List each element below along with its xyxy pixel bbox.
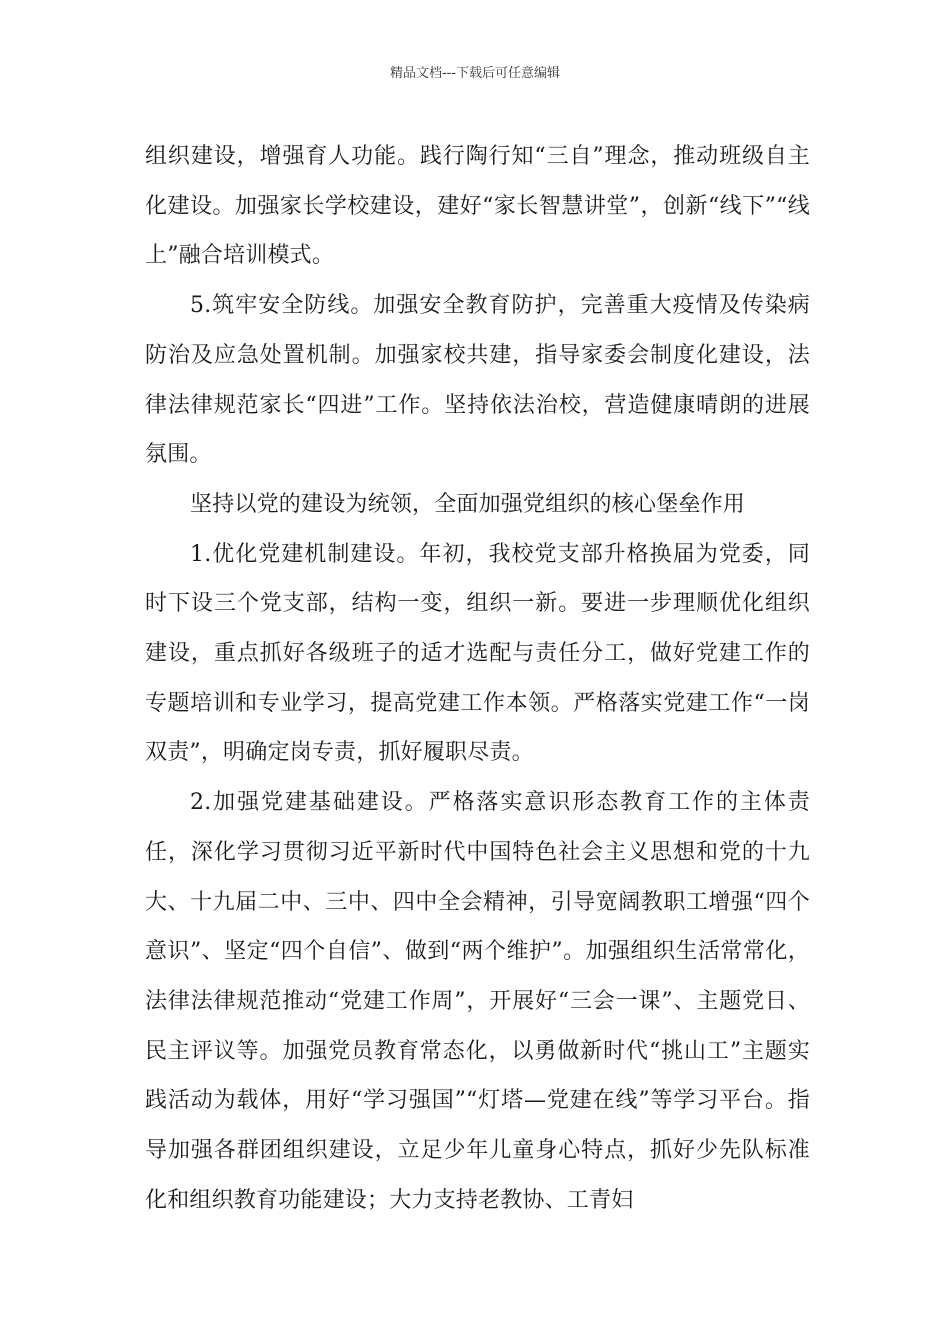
section-heading: 坚持以党的建设为统领，全面加强党组织的核心堡垒作用 — [190, 491, 746, 517]
paragraph-foundation: 2.加强党建基础建设。严格落实意识形态教育工作的主体责任，深化学习贯彻习近平新时代中国特色社会主义思想和党的十九大、十九届二中、三中、四中全会精神，引导宽阔教职工增强“四个意识”、坚定“四个自信”、做到“两个维护”。加强组织生活常常化，法律法律规范推动“党建工作周”，开展好“三会一课”、主题党日、民主评议等。加强党员教育常态化，以勇做新时代“挑山工”主题实践活动为载体，用好“学习强国”“灯塔—党建在线”等学习平台。指导加强各群团组织建设，立足少年儿童身心特点，抓好少先队标准化和组织教育功能建设；大力支持老教协、工青妇 — [145, 790, 810, 1213]
page-header: 精品文档---下载后可任意编辑 — [389, 66, 561, 81]
paragraph-continuation: 组织建设，增强育人功能。践行陶行知“三自”理念，推动班级自主化建设。加强家长学校建设，建好“家长智慧讲堂”，创新“线下”“线上”融合培训模式。 — [145, 144, 810, 269]
paragraph-mechanism: 1.优化党建机制建设。年初，我校党支部升格换届为党委，同时下设三个党支部，结构一变，组织一新。要进一步理顺优化组织建设，重点抓好各级班子的适才选配与责任分工，做好党建工作的专题培训和专业学习，提高党建工作本领。严格落实党建工作“一岗双责”，明确定岗专责，抓好履职尽责。 — [145, 541, 810, 766]
paragraph-safety: 5.筑牢安全防线。加强安全教育防护，完善重大疫情及传染病防治及应急处置机制。加强家校共建，指导家委会制度化建设，法律法律规范家长“四进”工作。坚持依法治校，营造健康晴朗的进展氛围。 — [145, 293, 810, 468]
document-body — [145, 132, 810, 1225]
